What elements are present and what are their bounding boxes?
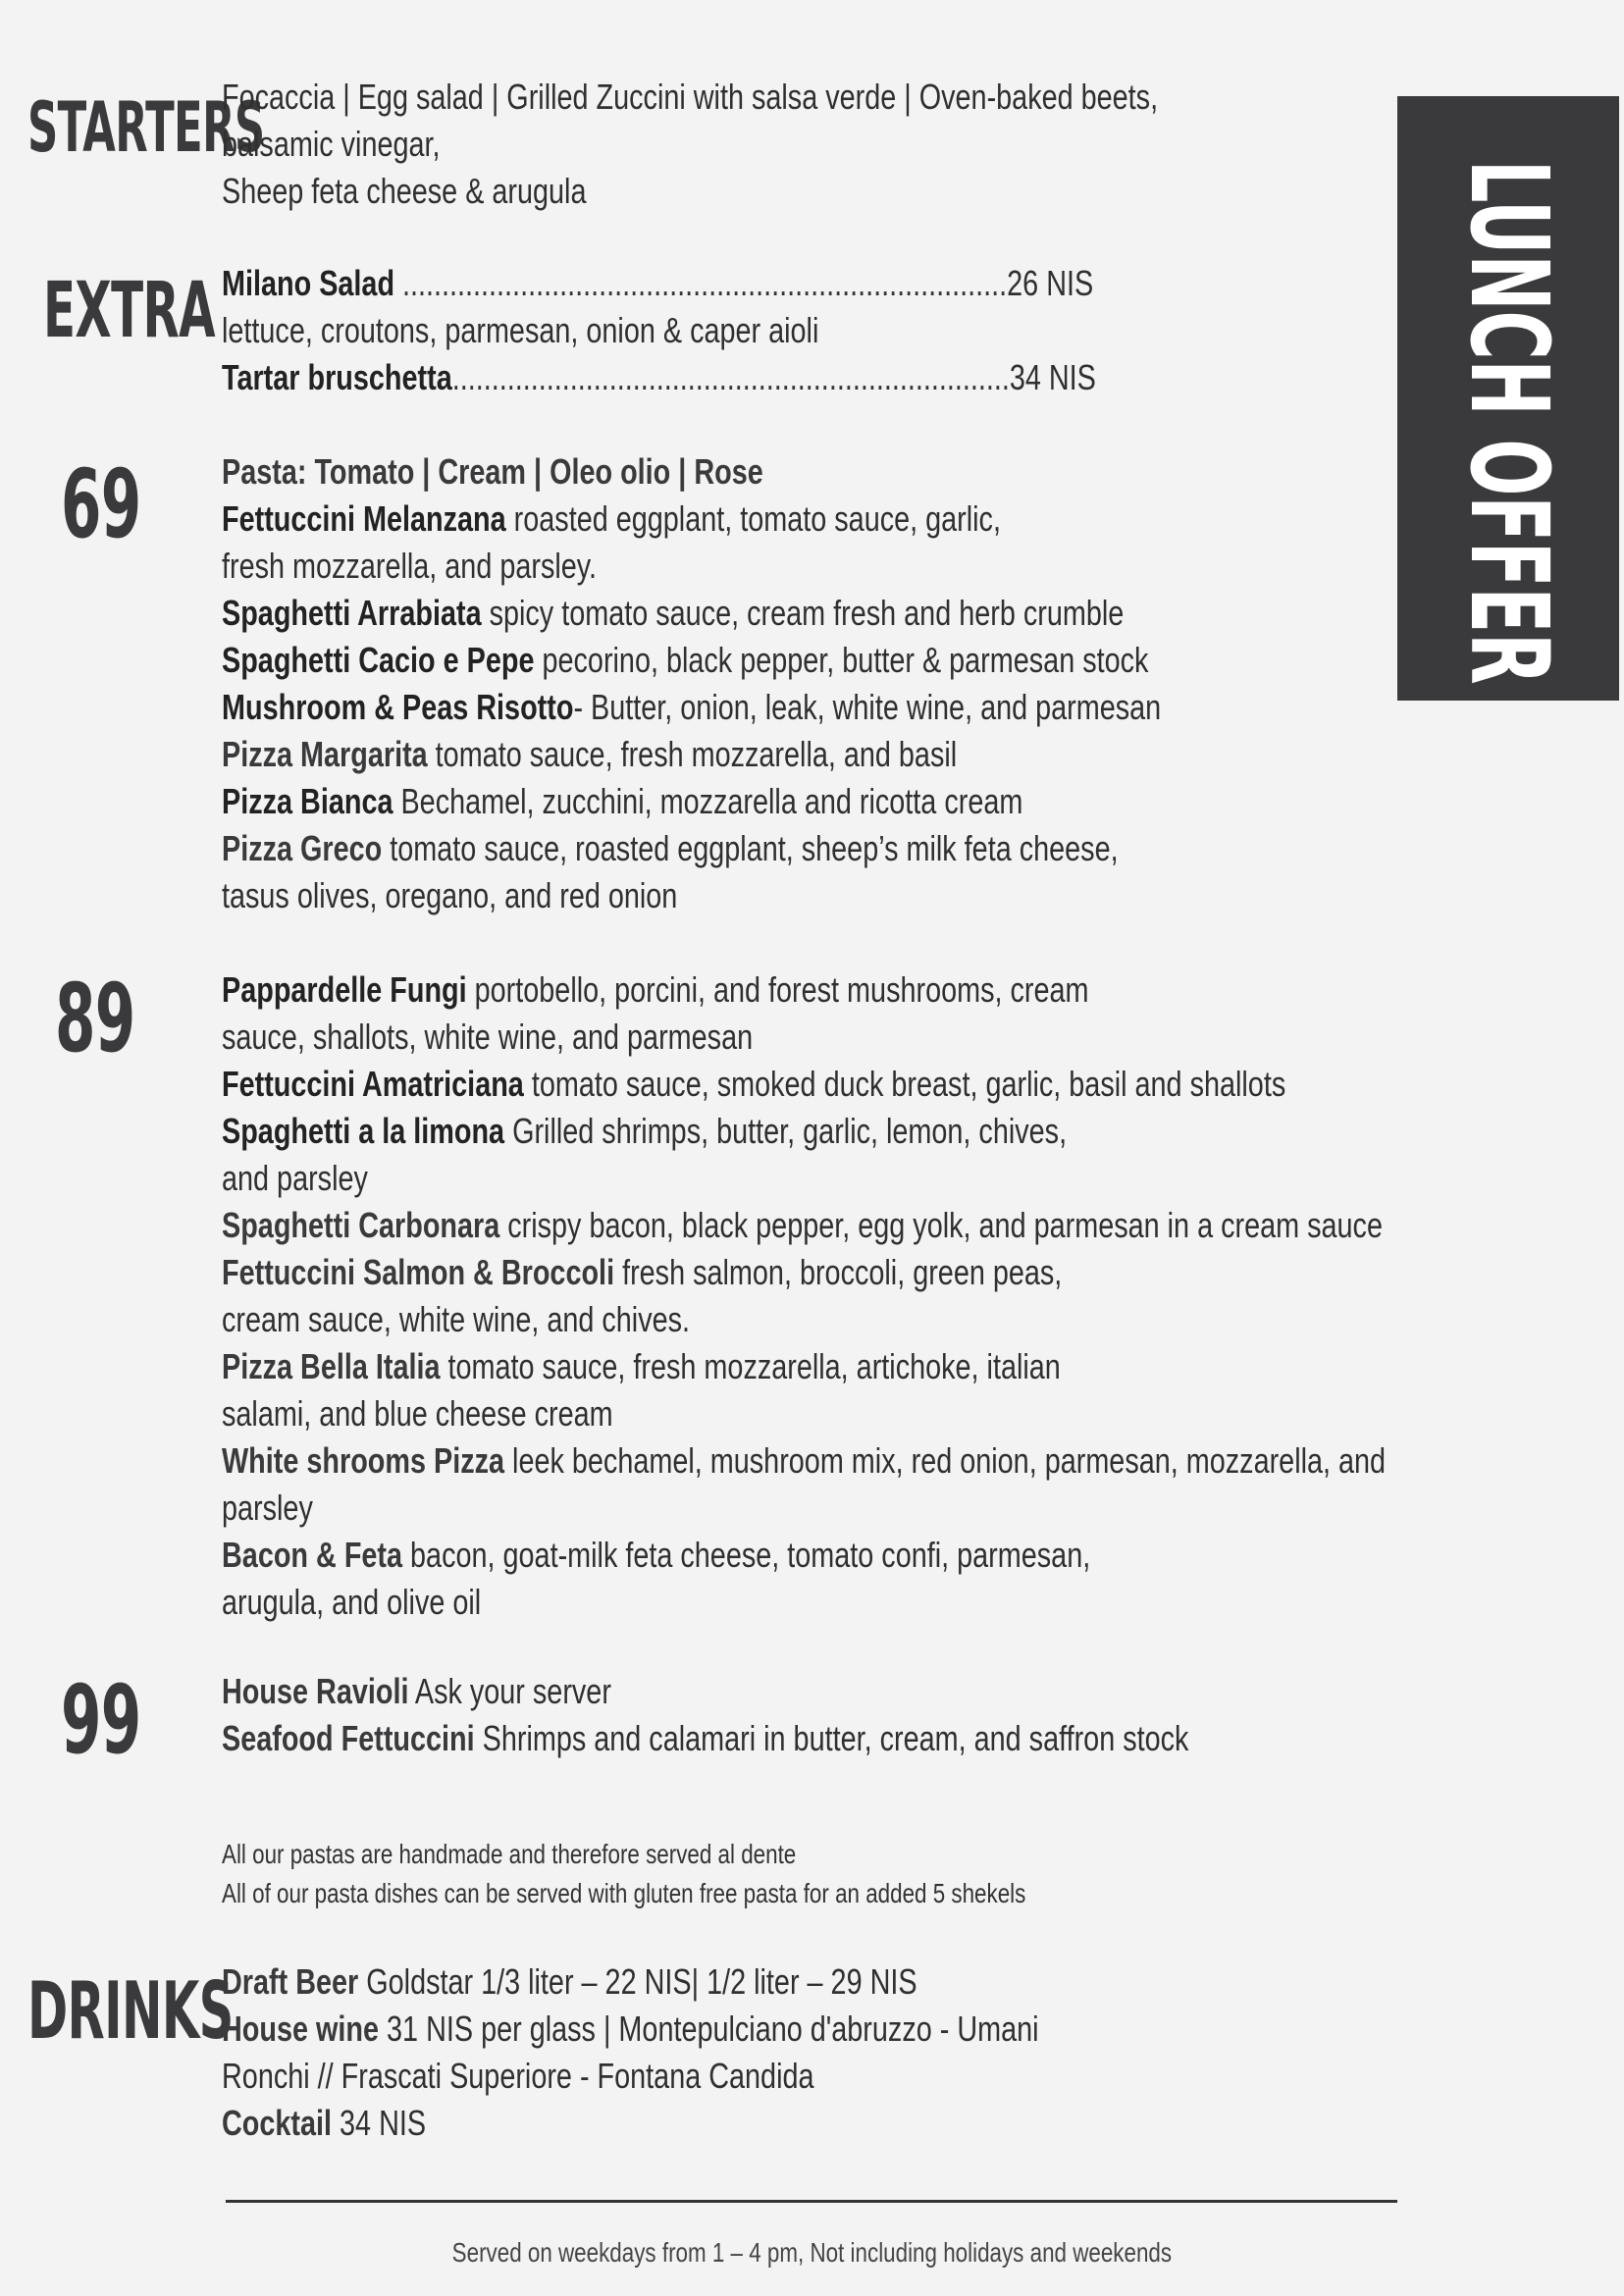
menu-item: Bacon & Feta bacon, goat-milk feta cheese, tomato confi, parmesan,: [222, 1535, 1091, 1575]
menu-item: Mushroom & Peas Risotto- Butter, onion, leak, white wine, and parmesan: [222, 687, 1162, 727]
section-label-89: 89: [55, 964, 135, 1073]
menu-item: Fettuccini Salmon & Broccoli fresh salmon, broccoli, green peas,: [222, 1252, 1063, 1292]
menu-item: Spaghetti Cacio e Pepe pecorino, black pepper, butter & parmesan stock: [222, 640, 1149, 680]
price-89-content: [222, 966, 1386, 1626]
section-label-extra: EXTRA: [43, 267, 215, 355]
pasta-options: Pasta: Tomato | Cream | Oleo olio | Rose: [222, 451, 763, 492]
drinks-content: [222, 1958, 1039, 2147]
menu-item-desc: fresh mozzarella, and parsley.: [222, 546, 598, 586]
drink-item: House wine 31 NIS per glass | Montepulciano d'abruzzo - Umani: [222, 2009, 1039, 2049]
starters-content: [222, 74, 1158, 215]
section-label-starters: STARTERS: [27, 87, 265, 168]
menu-item: Spaghetti a la limona Grilled shrimps, butter, garlic, lemon, chives,: [222, 1111, 1068, 1151]
menu-item: Spaghetti Arrabiata spicy tomato sauce, cream fresh and herb crumble: [222, 593, 1125, 633]
extra-content: [222, 260, 1096, 401]
menu-item: House Ravioli Ask your server: [222, 1671, 611, 1711]
menu-item-desc: salami, and blue cheese cream: [222, 1393, 613, 1434]
section-label-drinks: DRINKS: [27, 1965, 234, 2057]
footer: [0, 2237, 1624, 2269]
menu-item-desc: and parsley: [222, 1158, 368, 1198]
menu-item: Fettuccini Amatriciana tomato sauce, smoked duck breast, garlic, basil and shallots: [222, 1064, 1286, 1104]
section-label-69: 69: [61, 449, 141, 559]
menu-item: Pizza Bianca Bechamel, zucchini, mozzarella and ricotta cream: [222, 781, 1023, 821]
starters-line: balsamic vinegar,: [222, 124, 441, 164]
lunch-offer-title: LUNCH OFFER: [1446, 160, 1572, 685]
menu-item-desc: cream sauce, white wine, and chives.: [222, 1299, 691, 1339]
menu-item: Seafood Fettuccini Shrimps and calamari in butter, cream, and saffron stock: [222, 1718, 1189, 1758]
menu-item-desc: arugula, and olive oil: [222, 1582, 482, 1622]
menu-item: White shrooms Pizza leek bechamel, mushroom mix, red onion, parmesan, mozzarella, and: [222, 1440, 1387, 1481]
starters-line: Sheep feta cheese & arugula: [222, 171, 587, 211]
note-line: All our pastas are handmade and therefore served al dente: [222, 1839, 797, 1869]
section-label-99: 99: [61, 1665, 141, 1775]
menu-item: Fettuccini Melanzana roasted eggplant, tomato sauce, garlic,: [222, 498, 1001, 539]
menu-item: Tartar bruschetta.......................................................................34 NIS: [222, 357, 1096, 397]
menu-item-desc: sauce, shallots, white wine, and parmesan: [222, 1017, 754, 1057]
menu-item: Pizza Greco tomato sauce, roasted eggplant, sheep’s milk feta cheese,: [222, 828, 1119, 868]
price-69-content: [222, 448, 1161, 919]
note-line: All of our pasta dishes can be served with gluten free pasta for an added 5 shekels: [222, 1878, 1026, 1908]
menu-item: Spaghetti Carbonara crispy bacon, black pepper, egg yolk, and parmesan in a cream sauce: [222, 1205, 1383, 1245]
price-99-content: [222, 1668, 1188, 1762]
menu-item: Pizza Margarita tomato sauce, fresh mozzarella, and basil: [222, 734, 958, 774]
drink-item: Draft Beer Goldstar 1/3 liter – 22 NIS| 1/2 liter – 29 NIS: [222, 1961, 917, 2002]
footer-text: Served on weekdays from 1 – 4 pm, Not including holidays and weekends: [451, 2237, 1173, 2268]
drink-item: Cocktail 34 NIS: [222, 2103, 427, 2143]
drink-item-desc: Ronchi // Frascati Superiore - Fontana Candida: [222, 2056, 814, 2096]
menu-item-desc: tasus olives, oregano, and red onion: [222, 875, 678, 915]
menu-item: Pizza Bella Italia tomato sauce, fresh mozzarella, artichoke, italian: [222, 1346, 1061, 1386]
menu-item: Milano Salad .............................................................................26 NIS: [222, 263, 1094, 303]
menu-item: Pappardelle Fungi portobello, porcini, and forest mushrooms, cream: [222, 969, 1089, 1010]
menu-item-desc: lettuce, croutons, parmesan, onion & caper aioli: [222, 310, 819, 350]
footer-divider: [226, 2200, 1397, 2203]
menu-item-desc: parsley: [222, 1487, 313, 1528]
pasta-notes: [222, 1835, 1025, 1913]
starters-line: Focaccia | Egg salad | Grilled Zuccini with salsa verde | Oven-baked beets,: [222, 77, 1159, 117]
